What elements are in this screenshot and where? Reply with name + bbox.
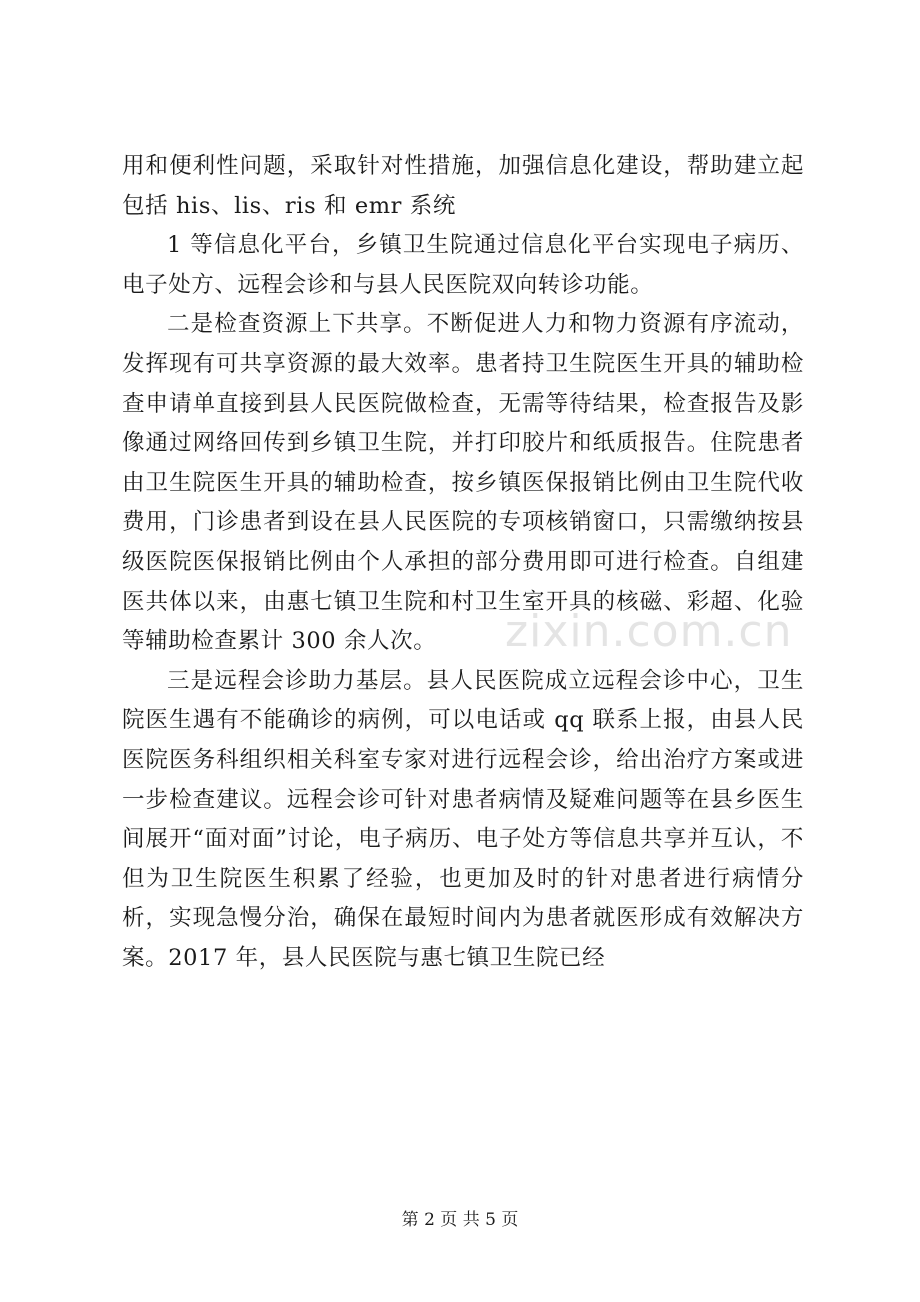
paragraph-continuation: 用和便利性问题，采取针对性措施，加强信息化建设，帮助建立起包括 his、lis、ris 和 emr 系统 [122,153,804,219]
paragraph-resource-sharing: 二是检查资源上下共享。不断促进人力和物力资源有序流动，发挥现有可共享资源的最大效率。患者持卫生院医生开具的辅助检查申请单直接到县人民医院做检查，无需等待结果，检查报告及影像通过网络回传到乡镇卫生院，并打印胶片和纸质报告。住院患者由卫生院医生开具的辅助检查，按乡镇医保报销比例由卫生院代收费用，门诊患者到设在县人民医院的专项核销窗口，只需缴纳按县级医院医保报销比例由个人承担的部分费用即可进行检查。自组建医共体以来，由惠七镇卫生院和村卫生室开具的核磁、彩超、化验等辅助检查累计 300 余人次。 [122,311,804,655]
document-body [122,147,804,978]
watermark: zixin.com.cn [505,606,793,657]
paragraph-remote-consultation: 三是远程会诊助力基层。县人民医院成立远程会诊中心，卫生院医生遇有不能确诊的病例，可以电话或 qq 联系上报，由县人民医院医务科组织相关科室专家对进行远程会诊，给出治疗方案或进一步检查建议。远程会诊可针对患者病情及疑难问题等在县乡医生间展开“面对面”讨论，电子病历、电子处方等信息共享并互认，不但为卫生院医生积累了经验，也更加及时的针对患者进行病情分析，实现急慢分治，确保在最短时间内为患者就医形成有效解决方案。2017 年，县人民医院与惠七镇卫生院已经 [122,667,804,971]
page-footer: 第 2 页 共 5 页 [401,1210,519,1230]
paragraph-platform: 1 等信息化平台，乡镇卫生院通过信息化平台实现电子病历、电子处方、远程会诊和与县人民医院双向转诊功能。 [122,232,804,298]
